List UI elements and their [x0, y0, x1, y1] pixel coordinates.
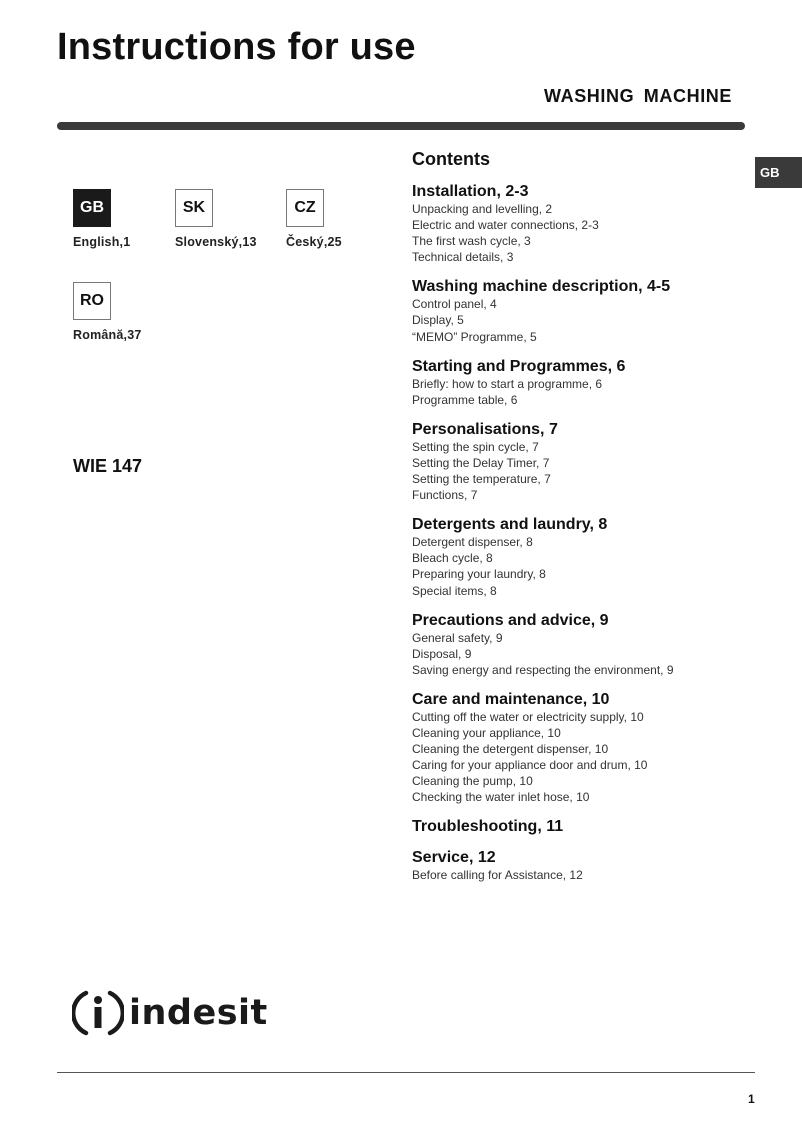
section-title[interactable]: Personalisations, 7	[412, 420, 558, 438]
language-name: Český,25	[286, 235, 342, 249]
section-item[interactable]: General safety, 9	[412, 630, 503, 645]
section-item[interactable]: Detergent dispenser, 8	[412, 535, 533, 550]
language-option-gb[interactable]	[73, 189, 183, 249]
language-option-ro[interactable]	[73, 282, 183, 342]
section-item[interactable]: Before calling for Assistance, 12	[412, 868, 583, 883]
section-item[interactable]: Unpacking and levelling, 2	[412, 202, 553, 216]
section-item[interactable]: Functions, 7	[412, 488, 478, 503]
contents-section	[412, 611, 752, 678]
page-number: 1	[748, 1092, 755, 1106]
section-item[interactable]: Setting the temperature, 7	[412, 472, 551, 487]
language-name: Română,37	[73, 328, 142, 342]
table-of-contents	[412, 149, 752, 896]
section-item[interactable]: Technical details, 3	[412, 250, 514, 265]
language-code-box: RO	[73, 282, 111, 320]
section-item[interactable]: Bleach cycle, 8	[412, 551, 493, 566]
section-item[interactable]: The first wash cycle, 3	[412, 234, 531, 249]
section-title[interactable]: Precautions and advice, 9	[412, 611, 609, 629]
section-title[interactable]: Troubleshooting, 11	[412, 818, 564, 836]
footer-divider	[57, 1072, 755, 1073]
section-item[interactable]: Special items, 8	[412, 583, 497, 598]
section-item[interactable]: Cleaning your appliance, 10	[412, 725, 561, 740]
contents-section	[412, 690, 752, 806]
language-side-tab: GB	[755, 157, 802, 188]
logo-wordmark: indesit	[129, 993, 268, 1033]
section-title[interactable]: Care and maintenance, 10	[412, 690, 610, 708]
section-item[interactable]: Control panel, 4	[412, 297, 497, 312]
section-item[interactable]: Disposal, 9	[412, 646, 472, 661]
indesit-i-logo-icon	[72, 987, 124, 1039]
brand-logo	[72, 987, 268, 1039]
section-item[interactable]: Cutting off the water or electricity supply, 10	[412, 709, 644, 724]
section-item[interactable]: Briefly: how to start a programme, 6	[412, 376, 603, 391]
section-item[interactable]: Preparing your laundry, 8	[412, 567, 546, 582]
language-option-sk[interactable]	[175, 189, 285, 249]
contents-sections	[412, 182, 752, 884]
section-item[interactable]: “MEMO” Programme, 5	[412, 329, 537, 344]
language-name: Slovenský,13	[175, 235, 257, 249]
language-name: English,1	[73, 235, 131, 249]
section-title[interactable]: Detergents and laundry, 8	[412, 516, 608, 534]
header-divider	[57, 122, 745, 130]
contents-section	[412, 817, 752, 836]
section-item[interactable]: Cleaning the detergent dispenser, 10	[412, 742, 609, 757]
contents-section	[412, 357, 752, 408]
section-title[interactable]: Starting and Programmes, 6	[412, 357, 626, 375]
section-title[interactable]: Washing machine description, 4-5	[412, 278, 671, 296]
language-code-box: CZ	[286, 189, 324, 227]
section-title[interactable]: Installation, 2-3	[412, 183, 529, 200]
contents-section	[412, 182, 752, 265]
section-item[interactable]: Checking the water inlet hose, 10	[412, 790, 590, 805]
section-item[interactable]: Display, 5	[412, 313, 464, 328]
contents-section	[412, 848, 752, 883]
model-number: WIE 147	[73, 456, 143, 476]
contents-section	[412, 515, 752, 598]
section-item[interactable]: Setting the Delay Timer, 7	[412, 455, 550, 470]
contents-section	[412, 277, 752, 344]
section-item[interactable]: Setting the spin cycle, 7	[412, 439, 539, 454]
section-item[interactable]: Caring for your appliance door and drum, 10	[412, 758, 648, 773]
section-item[interactable]: Cleaning the pump, 10	[412, 774, 533, 789]
language-code-box: GB	[73, 189, 111, 227]
contents-section	[412, 420, 752, 503]
language-option-cz[interactable]	[286, 189, 396, 249]
page-title: Instructions for use	[57, 26, 416, 68]
section-item[interactable]: Saving energy and respecting the environment, 9	[412, 662, 674, 677]
section-item[interactable]: Electric and water connections, 2-3	[412, 218, 599, 233]
product-type-subtitle: WASHING MACHINE	[544, 86, 732, 106]
contents-heading: Contents	[412, 149, 490, 169]
section-item[interactable]: Programme table, 6	[412, 392, 518, 407]
language-code-box: SK	[175, 189, 213, 227]
section-title[interactable]: Service, 12	[412, 849, 496, 867]
